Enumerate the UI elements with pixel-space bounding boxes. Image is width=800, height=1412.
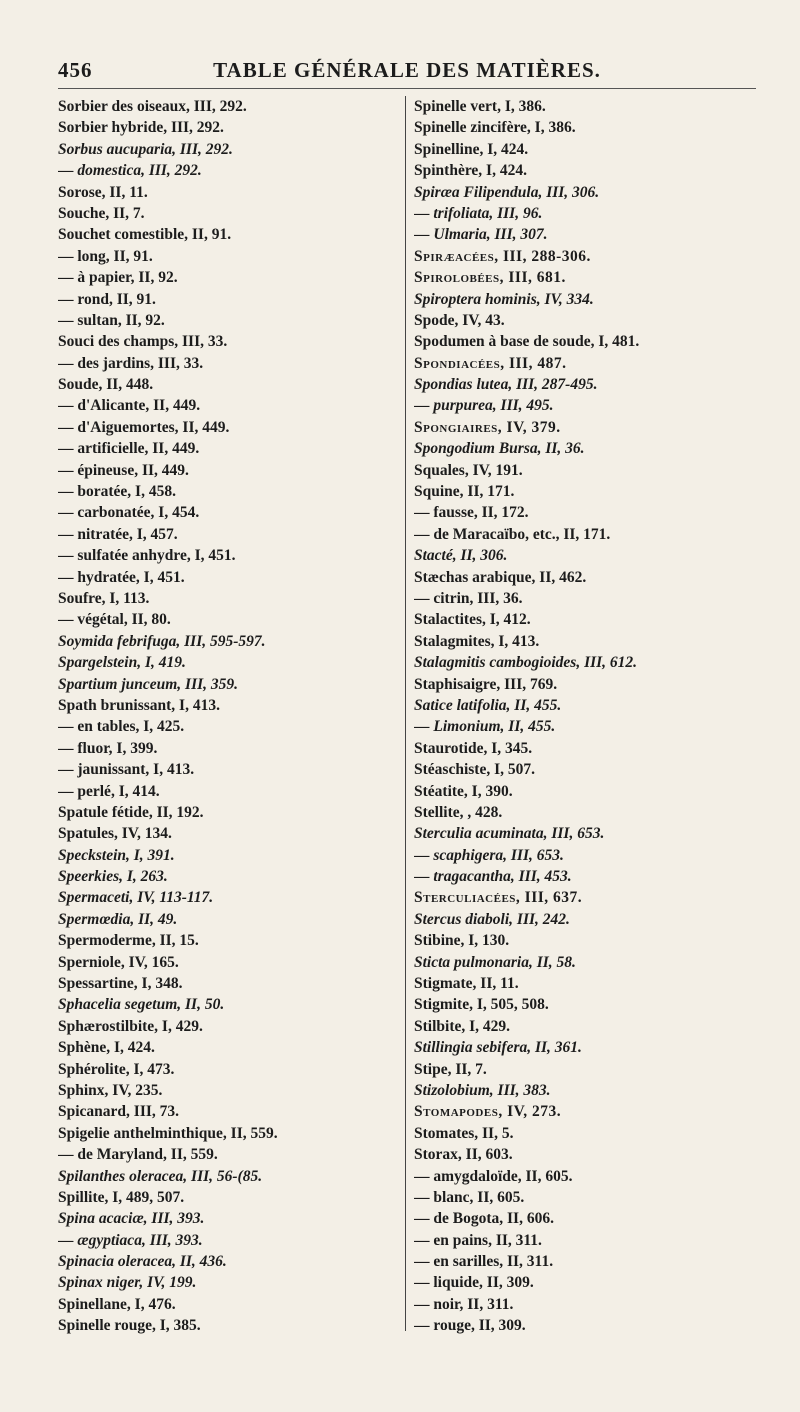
index-entry: Satice latifolia, II, 455.: [414, 696, 562, 714]
index-entry: Sorbier hybride, III, 292.: [58, 119, 224, 137]
index-entry: Stalagmitis cambogioides, III, 612.: [414, 654, 638, 672]
index-entry: Stacté, II, 306.: [414, 547, 508, 565]
index-entry: Stillingia sebifera, II, 361.: [414, 1039, 582, 1057]
index-entry: — en pains, II, 311.: [414, 1231, 542, 1249]
index-entry: Squales, IV, 191.: [414, 461, 523, 479]
page-number: 456: [58, 58, 93, 82]
index-entry: Sphène, I, 424.: [58, 1039, 155, 1057]
index-entry: Stipe, II, 7.: [414, 1060, 487, 1078]
index-entry: Sperniole, IV, 165.: [58, 953, 179, 971]
index-entry: — de Maryland, II, 559.: [58, 1146, 218, 1164]
index-entry: Spinax niger, IV, 199.: [58, 1274, 197, 1292]
index-entry: Speerkies, I, 263.: [58, 868, 168, 886]
index-entry: Sorose, II, 11.: [58, 183, 148, 201]
index-entry: Souche, II, 7.: [58, 204, 145, 222]
index-entry: — d'Aiguemortes, II, 449.: [58, 418, 230, 436]
index-entry: Stigmite, I, 505, 508.: [414, 996, 549, 1014]
index-entry: — ægyptiaca, III, 393.: [58, 1231, 203, 1249]
index-entry: — rouge, II, 309.: [414, 1317, 526, 1335]
index-entry: — citrin, III, 36.: [414, 589, 523, 607]
index-entry: Spondiacées, III, 487.: [414, 354, 567, 372]
index-entry: Stomates, II, 5.: [414, 1124, 514, 1142]
index-entry: Spinelle zincifère, I, 386.: [414, 119, 576, 137]
index-entry: — liquide, II, 309.: [414, 1274, 534, 1292]
header-rule: [58, 88, 756, 89]
index-entry: Souchet comestible, II, 91.: [58, 226, 232, 244]
index-entry: Soymida febrifuga, III, 595-597.: [58, 632, 266, 650]
index-entry: — végétal, II, 80.: [58, 611, 171, 629]
index-entry: Spiræa Filipendula, III, 306.: [414, 183, 600, 201]
index-entry: Spermoderme, II, 15.: [58, 932, 199, 950]
index-entry: Sterculia acuminata, III, 653.: [414, 825, 605, 843]
index-entry: — purpurea, III, 495.: [414, 397, 554, 415]
index-entry: Stercus diaboli, III, 242.: [414, 910, 570, 928]
index-entry: Spermaceti, IV, 113-117.: [58, 889, 214, 907]
index-entry: Stæchas arabique, II, 462.: [414, 568, 587, 586]
index-entry: Soude, II, 448.: [58, 376, 154, 394]
index-entry: Sphærostilbite, I, 429.: [58, 1017, 203, 1035]
index-entry: — en sarilles, II, 311.: [414, 1253, 554, 1271]
index-entry: Sphinx, IV, 235.: [58, 1081, 163, 1099]
index-entry: Spatule fétide, II, 192.: [58, 803, 204, 821]
index-entry: — hydratée, I, 451.: [58, 568, 185, 586]
index-entry: Speckstein, I, 391.: [58, 846, 175, 864]
index-entry: Staphisaigre, III, 769.: [414, 675, 558, 693]
left-column: [58, 96, 398, 1337]
index-entry: — blanc, II, 605.: [414, 1188, 525, 1206]
index-entry: Spondias lutea, III, 287-495.: [414, 376, 598, 394]
index-entry: Spirolobées, III, 681.: [414, 269, 566, 287]
index-entry: Spatules, IV, 134.: [58, 825, 172, 843]
index-entry: Stigmate, II, 11.: [414, 975, 519, 993]
index-entry: Spodumen à base de soude, I, 481.: [414, 333, 640, 351]
index-entry: Sphérolite, I, 473.: [58, 1060, 175, 1078]
index-entry: Stalactites, I, 412.: [414, 611, 531, 629]
index-entry: Spigelie anthelminthique, II, 559.: [58, 1124, 278, 1142]
right-column: [414, 96, 769, 1337]
index-entry: Sorbus aucuparia, III, 292.: [58, 140, 233, 158]
index-entry: — en tables, I, 425.: [58, 718, 185, 736]
index-entry: Soufre, I, 113.: [58, 589, 150, 607]
index-entry: Spinellane, I, 476.: [58, 1295, 176, 1313]
index-entry: Spargelstein, I, 419.: [58, 654, 186, 672]
index-entry: Spinelle rouge, I, 385.: [58, 1317, 201, 1335]
index-entry: Spongiaires, IV, 379.: [414, 418, 561, 436]
index-entry: — de Bogota, II, 606.: [414, 1210, 554, 1228]
index-entry: — fluor, I, 399.: [58, 739, 158, 757]
index-entry: Spermœdia, II, 49.: [58, 910, 178, 928]
index-entry: Spinelle vert, I, 386.: [414, 98, 546, 115]
index-entry: — long, II, 91.: [58, 247, 153, 265]
index-entry: — d'Alicante, II, 449.: [58, 397, 201, 415]
index-entry: Sphacelia segetum, II, 50.: [58, 996, 225, 1014]
index-entry: — perlé, I, 414.: [58, 782, 160, 800]
page-header: [58, 54, 756, 88]
index-entry: — noir, II, 311.: [414, 1295, 514, 1313]
index-entry: Spicanard, III, 73.: [58, 1103, 180, 1121]
index-entry: Spongodium Bursa, II, 36.: [414, 440, 585, 458]
index-entry: — artificielle, II, 449.: [58, 440, 200, 458]
index-entry: — amygdaloïde, II, 605.: [414, 1167, 573, 1185]
index-entry: Spillite, I, 489, 507.: [58, 1188, 185, 1206]
index-entry: — trifoliata, III, 96.: [414, 204, 543, 222]
index-entry: Stéatite, I, 390.: [414, 782, 513, 800]
index-entry: Squine, II, 171.: [414, 483, 515, 501]
index-entry: Stibine, I, 130.: [414, 932, 510, 950]
index-entry: Spiræacées, III, 288-306.: [414, 247, 591, 265]
index-entry: Staurotide, I, 345.: [414, 739, 533, 757]
index-entry: Sterculiacées, III, 637.: [414, 889, 583, 907]
index-entry: Sticta pulmonaria, II, 58.: [414, 953, 576, 971]
page-title: TABLE GÉNÉRALE DES MATIÈRES.: [213, 58, 601, 82]
index-entry: — de Maracaïbo, etc., II, 171.: [414, 525, 611, 543]
index-entry: Spinacia oleracea, II, 436.: [58, 1253, 227, 1271]
index-entry: Spilanthes oleracea, III, 56-(85.: [58, 1167, 263, 1185]
index-entry: Spinelline, I, 424.: [414, 140, 529, 158]
index-entry: Stalagmites, I, 413.: [414, 632, 540, 650]
index-entry: — à papier, II, 92.: [58, 269, 178, 287]
index-entry: Souci des champs, III, 33.: [58, 333, 228, 351]
column-divider: [405, 96, 406, 1331]
index-entry: — domestica, III, 292.: [58, 162, 202, 180]
index-entry: Stellite, , 428.: [414, 803, 503, 821]
index-entry: — des jardins, III, 33.: [58, 354, 204, 372]
index-entry: Stilbite, I, 429.: [414, 1017, 511, 1035]
index-entry: Spode, IV, 43.: [414, 311, 505, 329]
index-entry: — épineuse, II, 449.: [58, 461, 189, 479]
index-entry: — Ulmaria, III, 307.: [414, 226, 548, 244]
index-entry: Spinthère, I, 424.: [414, 162, 527, 180]
index-entry: Spath brunissant, I, 413.: [58, 696, 220, 714]
index-entry: Spessartine, I, 348.: [58, 975, 183, 993]
index-entry: — tragacantha, III, 453.: [414, 868, 572, 886]
index-entry: — sultan, II, 92.: [58, 311, 165, 329]
index-entry: — carbonatée, I, 454.: [58, 504, 200, 522]
index-entry: — fausse, II, 172.: [414, 504, 529, 522]
index-entry: — Limonium, II, 455.: [414, 718, 556, 736]
index-entry: Stéaschiste, I, 507.: [414, 761, 535, 779]
index-entry: Spiroptera hominis, IV, 334.: [414, 290, 594, 308]
index-entry: Storax, II, 603.: [414, 1146, 513, 1164]
index-entry: — nitratée, I, 457.: [58, 525, 178, 543]
index-entry: Spina acaciæ, III, 393.: [58, 1210, 205, 1228]
index-entry: — boratée, I, 458.: [58, 483, 176, 501]
index-entry: Spartium junceum, III, 359.: [58, 675, 239, 693]
index-entry: Stomapodes, IV, 273.: [414, 1103, 562, 1121]
index-entry: — sulfatée anhydre, I, 451.: [58, 547, 236, 565]
index-entry: Stizolobium, III, 383.: [414, 1081, 551, 1099]
index-entry: — jaunissant, I, 413.: [58, 761, 195, 779]
index-entry: — rond, II, 91.: [58, 290, 156, 308]
index-entry: — scaphigera, III, 653.: [414, 846, 564, 864]
index-entry: Sorbier des oiseaux, III, 292.: [58, 98, 247, 115]
